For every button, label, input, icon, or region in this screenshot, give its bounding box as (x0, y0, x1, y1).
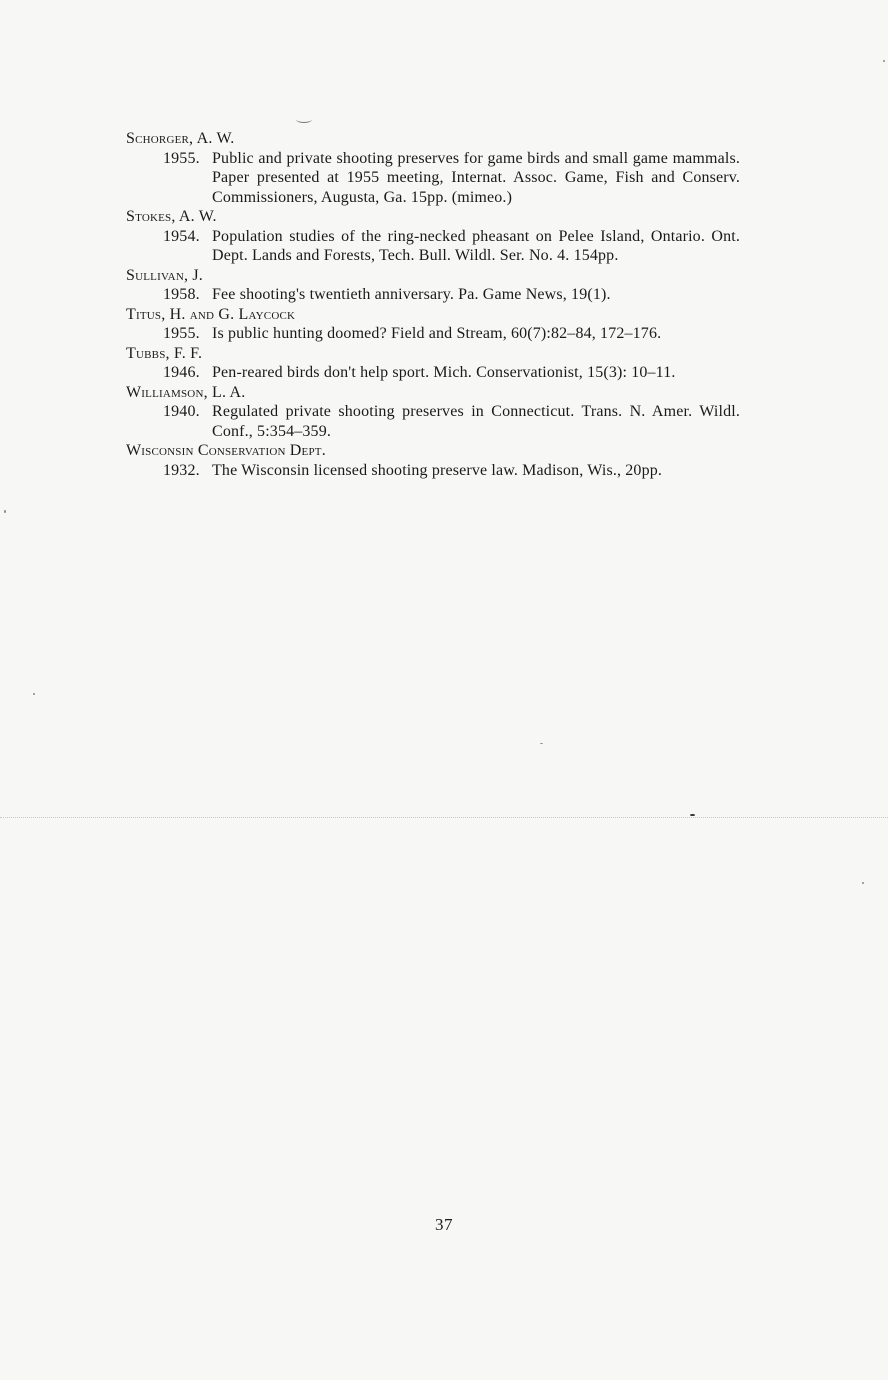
entry-year: 1940. (163, 403, 200, 420)
entry-citation: Regulated private shooting preserves in Connecticut. Trans. N. Amer. Wildl. Conf., 5:354–359. (212, 403, 740, 440)
entry-author: Williamson, L. A. (126, 383, 246, 401)
scan-speck (862, 882, 864, 884)
page-fold-line (0, 817, 888, 818)
scan-speck (540, 743, 543, 744)
entry-year: 1946. (163, 364, 200, 381)
bibliography-entry (126, 383, 740, 442)
entry-year: 1958. (163, 286, 200, 303)
scan-speck (883, 60, 885, 62)
entry-citation: The Wisconsin licensed shooting preserve law. Madison, Wis., 20pp. (212, 461, 663, 479)
entry-author: Wisconsin Conservation Dept. (126, 442, 326, 459)
entry-year: 1955. (163, 149, 200, 167)
entry-author: Tubbs, F. F. (126, 344, 203, 362)
bibliography-entry (126, 305, 740, 344)
entry-citation: Public and private shooting preserves for game birds and small game mammals. Paper presented at 1955 meeting, Internat. Assoc. Game, Fish and Conserv. Commissioners, Augusta, Ga. 15pp. (mimeo.) (212, 149, 740, 206)
page-number: 37 (435, 1215, 453, 1234)
entry-author: Stokes, A. W. (126, 208, 217, 225)
scan-speck (4, 510, 6, 513)
entry-reference (126, 149, 740, 208)
entry-author: Schorger, A. W. (126, 130, 235, 147)
entry-citation: Pen-reared birds don't help sport. Mich. Conservationist, 15(3): 10–11. (212, 364, 676, 381)
entry-reference (126, 363, 740, 383)
bibliography-list (126, 129, 740, 480)
entry-author: Sullivan, J. (126, 266, 203, 284)
bibliography-entry (126, 266, 740, 305)
entry-citation: Is public hunting doomed? Field and Stream, 60(7):82–84, 172–176. (212, 325, 662, 342)
entry-citation: Fee shooting's twentieth anniversary. Pa. Game News, 19(1). (212, 286, 611, 303)
entry-year: 1955. (163, 325, 200, 342)
entry-reference (126, 461, 740, 481)
entry-reference (126, 285, 740, 305)
bibliography-entry (126, 441, 740, 480)
scan-speck (33, 693, 35, 695)
bibliography-entry (126, 129, 740, 207)
scan-speck (690, 814, 695, 816)
entry-reference (126, 402, 740, 441)
bibliography-entry (126, 344, 740, 383)
entry-citation: Population studies of the ring-necked pheasant on Pelee Island, Ontario. Ont. Dept. Lands and Forests, Tech. Bull. Wildl. Ser. No. 4. 154pp. (212, 227, 740, 264)
entry-reference (126, 324, 740, 344)
entry-year: 1932. (163, 461, 200, 479)
entry-reference (126, 227, 740, 266)
entry-author: Titus, H. and G. Laycock (126, 305, 296, 323)
bibliography-entry (126, 207, 740, 266)
entry-year: 1954. (163, 227, 200, 245)
scan-mark (296, 116, 312, 123)
